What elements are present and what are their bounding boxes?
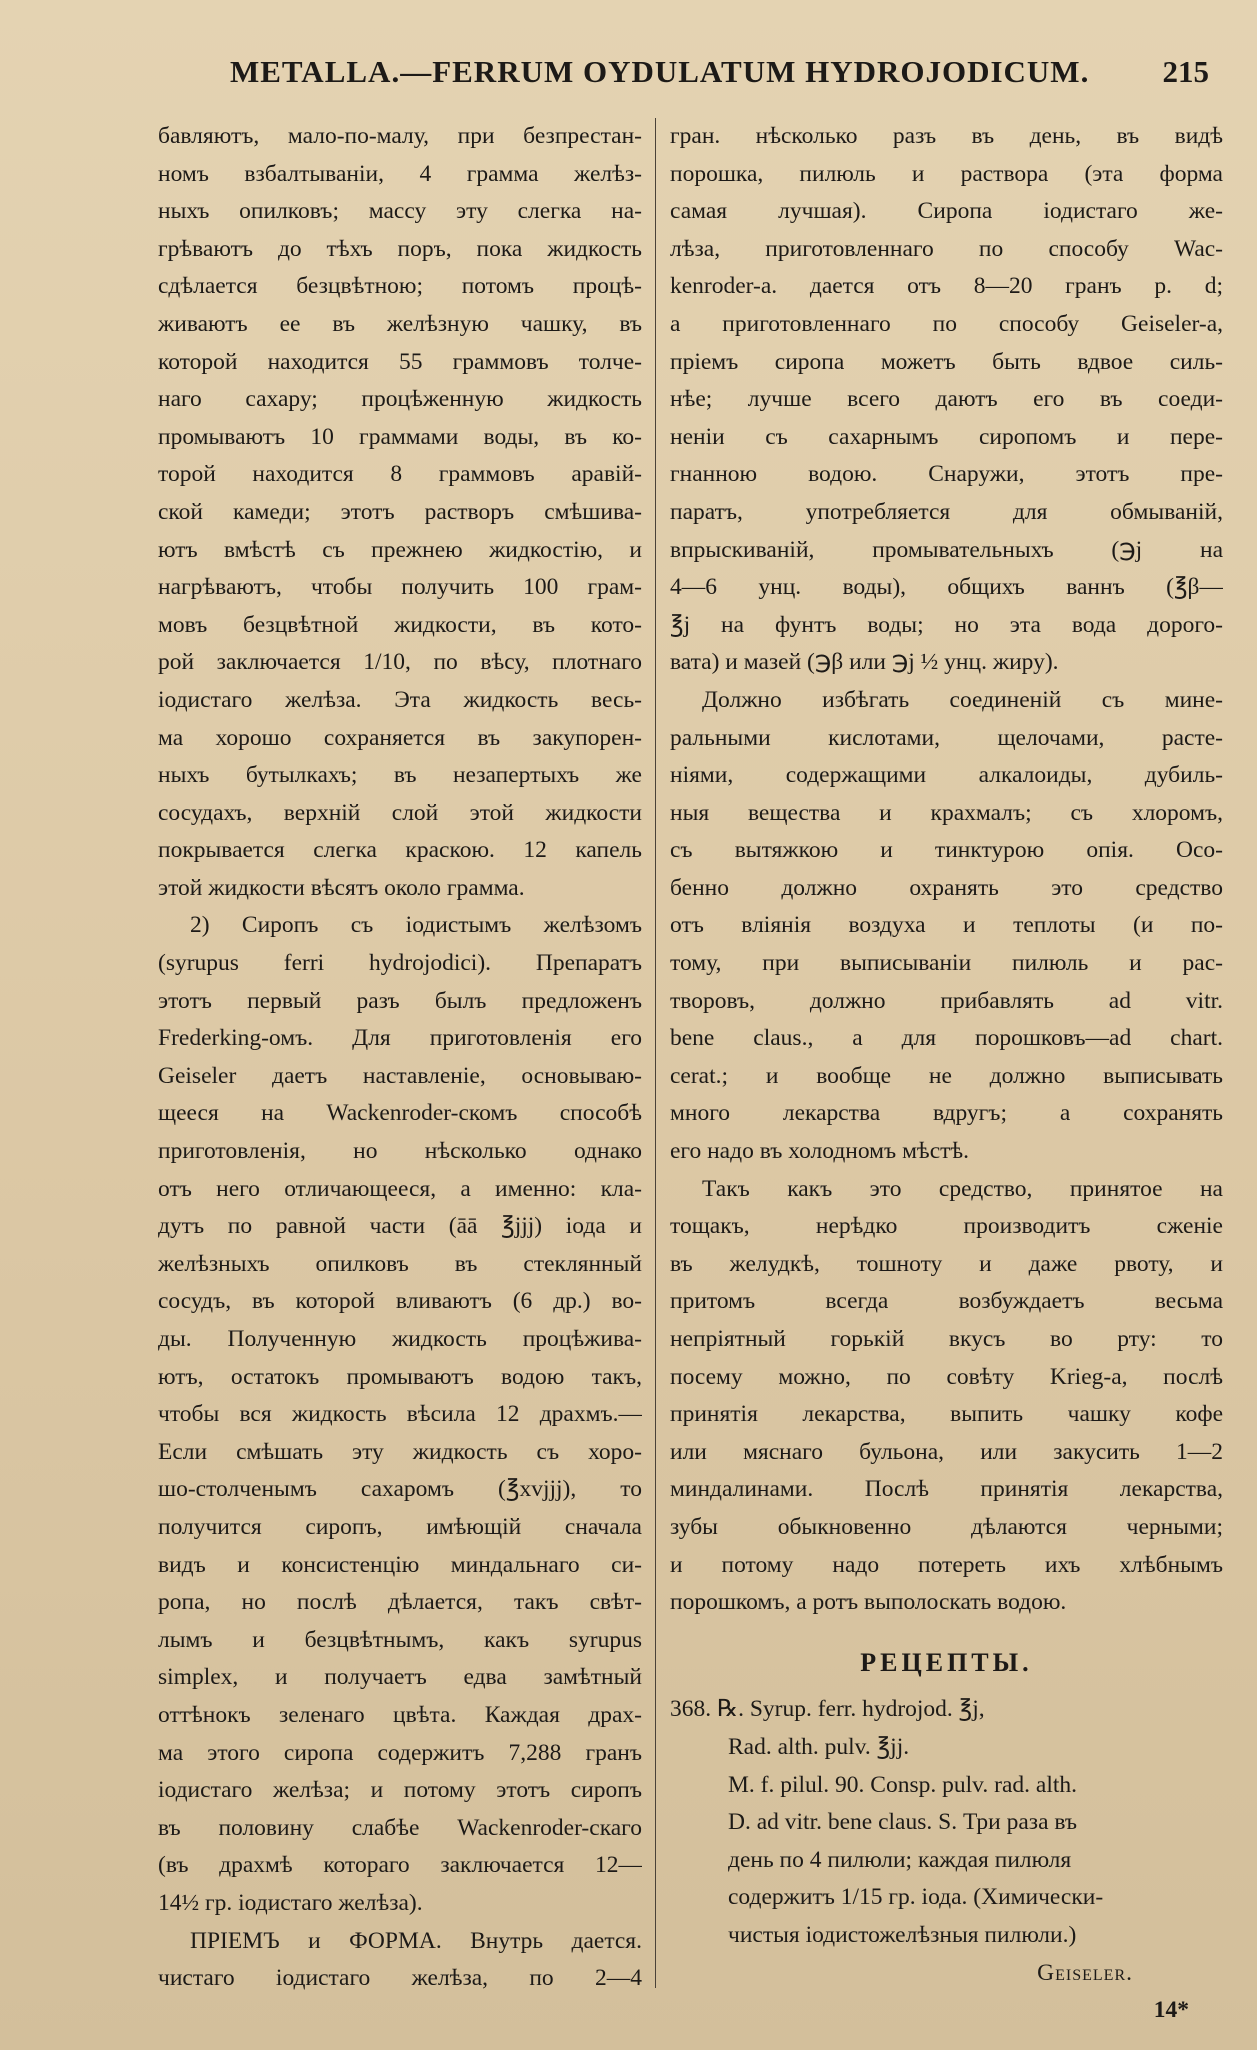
header-title: METALLA.—FERRUM OYDULATUM HYDROJODICUM.: [230, 54, 1090, 89]
recipe-line: D. ad vitr. bene claus. S. Три раза въ: [728, 1809, 1078, 1836]
text-line: желѣзныхъ опилковъ въ стеклянный: [158, 1250, 642, 1277]
text-line: ма этого сиропа содержитъ 7,288 гранъ: [158, 1739, 642, 1766]
text-line: ніями, содержащими алкалоиды, дубиль-: [670, 762, 1223, 789]
recipe-line: день по 4 пилюли; каждая пилюля: [728, 1846, 1072, 1873]
text-line: Geiseler даетъ наставленіе, основываю-: [158, 1062, 642, 1089]
text-line: паратъ, употребляется для обмываній,: [670, 498, 1223, 525]
text-line: (въ драхмѣ котораго заключается 12—: [158, 1852, 642, 1879]
text-line: а приготовленнаго по способу Geiseler-а,: [670, 310, 1223, 337]
text-line: порошка, пилюль и раствора (эта форма: [670, 160, 1223, 187]
text-line: тощакъ, нерѣдко производитъ сженіе: [670, 1213, 1223, 1240]
text-line: сдѣлается безцвѣтною; потомъ процѣ-: [158, 273, 642, 300]
text-line: ℥j на фунтъ воды; но эта вода дорого-: [670, 611, 1223, 638]
text-line: вата) и мазей (℈β или ℈j ½ унц. жиру).: [670, 649, 1059, 676]
text-line: оттѣнокъ зеленаго цвѣта. Каждая драх-: [158, 1701, 642, 1728]
text-line: отъ вліянія воздуха и теплоты (и по-: [670, 912, 1223, 939]
text-line: этой жидкости вѣсятъ около грамма.: [158, 874, 525, 901]
column-divider: [655, 118, 656, 1988]
text-line: сосудъ, въ которой вливаютъ (6 др.) во-: [158, 1288, 642, 1315]
text-line: ма хорошо сохраняется въ закупорен-: [158, 724, 642, 751]
text-line: ютъ вмѣстѣ съ прежнею жидкостію, и: [158, 536, 642, 563]
text-line: нагрѣваютъ, чтобы получить 100 грам-: [158, 574, 642, 601]
text-line: миндалинами. Послѣ принятія лекарства,: [670, 1476, 1223, 1503]
text-line: зубы обыкновенно дѣлаются черными;: [670, 1513, 1223, 1540]
text-line: приготовленія, но нѣсколько однако: [158, 1138, 642, 1165]
text-line: гнанною водою. Снаружи, этотъ пре-: [670, 461, 1223, 488]
text-line: въ половину слабѣе Wackenroder-скаго: [158, 1814, 642, 1841]
text-line: ды. Полученную жидкость процѣжива-: [158, 1326, 642, 1352]
text-line: которой находится 55 граммовъ толче-: [158, 348, 642, 375]
text-line: покрывается слегка краскою. 12 капель: [158, 837, 642, 864]
text-line: ской камеди; этотъ растворъ смѣшива-: [158, 498, 642, 525]
text-line: наго сахару; процѣженную жидкость: [158, 386, 642, 413]
text-line: много лекарства вдругъ; а сохранять: [670, 1100, 1223, 1127]
text-line: ныя вещества и крахмалъ; съ хлоромъ,: [670, 799, 1223, 826]
text-line: или мяснаго бульона, или закусить 1—2: [670, 1438, 1223, 1465]
recipe-line: содержитъ 1/15 гр. іода. (Химически-: [728, 1884, 1104, 1911]
text-line: мовъ безцвѣтной жидкости, въ кото-: [158, 611, 642, 638]
text-line: непріятный горькій вкусъ во рту: то: [670, 1326, 1223, 1352]
running-header: [0, 54, 1257, 104]
text-line: его надо въ холодномъ мѣстѣ.: [670, 1138, 970, 1165]
page-number: 215: [1162, 54, 1209, 89]
text-line: (syrupus ferri hydrojodici). Препаратъ: [158, 950, 642, 977]
text-line: 4—6 унц. воды), общихъ ваннъ (℥β—: [670, 574, 1223, 601]
text-line: Если смѣшать эту жидкость съ хоро-: [158, 1438, 642, 1465]
text-line: притомъ всегда возбуждаетъ весьма: [670, 1288, 1223, 1315]
text-line: тому, при выписываніи пилюль и рас-: [670, 950, 1223, 977]
text-line: видъ и консистенцію миндальнаго си-: [158, 1551, 642, 1578]
recipes-heading: РЕЦЕПТЫ.: [860, 1647, 1033, 1677]
recipe-author: Geiseler.: [1037, 1959, 1133, 1986]
text-line: ныхъ бутылкахъ; въ незапертыхъ же: [158, 762, 642, 789]
text-line: номъ взбалтываніи, 4 грамма желѣз-: [158, 160, 642, 187]
text-line: творовъ, должно прибавлять ad vitr.: [670, 987, 1223, 1014]
recipe-line: M. f. pilul. 90. Consp. pulv. rad. alth.: [728, 1771, 1078, 1798]
text-line: посему можно, по совѣту Krieg-а, послѣ: [670, 1363, 1223, 1390]
recipe-line: 368. ℞. Syrup. ferr. hydrojod. ℥j,: [670, 1696, 985, 1723]
text-line: бенно должно охранять это средство: [670, 874, 1223, 901]
text-line: чтобы вся жидкость вѣсила 12 драхмъ.—: [158, 1401, 642, 1428]
text-line: сосудахъ, верхній слой этой жидкости: [158, 799, 642, 826]
recipe-line: чистыя іодистожелѣзныя пилюли.): [728, 1921, 1077, 1948]
text-line: гран. нѣсколько разъ въ день, въ видѣ: [670, 123, 1223, 149]
text-line: ныхъ опилковъ; массу эту слегка на-: [158, 198, 642, 225]
text-line: чистаго іодистаго желѣза, по 2—4: [158, 1965, 642, 1992]
right-column: [670, 118, 1223, 2030]
recipe-block: [670, 1691, 1223, 1992]
text-line: іодистаго желѣза; и потому этотъ сиропъ: [158, 1777, 642, 1804]
text-line: ПРІЕМЪ и ФОРМА. Внутрь дается.: [190, 1927, 642, 1954]
text-line: дутъ по равной части (āā ℥jjj) іода и: [158, 1213, 642, 1240]
text-line: ютъ, остатокъ промываютъ водою такъ,: [158, 1363, 642, 1390]
text-line: порошкомъ, а ротъ выполоскать водою.: [670, 1589, 1067, 1616]
text-line: Такъ какъ это средство, принятое на: [702, 1175, 1223, 1202]
text-line: 14½ гр. іодистаго желѣза).: [158, 1889, 423, 1916]
text-line: неніи съ сахарнымъ сиропомъ и пере-: [670, 423, 1223, 450]
text-line: бавляютъ, мало-по-малу, при безпрестан-: [158, 123, 642, 149]
text-line: рой заключается 1/10, по вѣсу, плотнаго: [158, 649, 642, 676]
text-line: и потому надо потереть ихъ хлѣбнымъ: [670, 1551, 1223, 1578]
text-line: ральными кислотами, щелочами, расте-: [670, 724, 1223, 751]
text-line: ропа, но послѣ дѣлается, такъ свѣт-: [158, 1589, 642, 1616]
text-line: щееся на Wackenroder-скомъ способѣ: [158, 1100, 642, 1127]
text-line: въ желудкѣ, тошноту и даже рвоту, и: [670, 1250, 1223, 1277]
text-line: Должно избѣгать соединеній съ мине-: [702, 686, 1223, 713]
text-line: самая лучшая). Сиропа іодистаго же-: [670, 198, 1223, 225]
text-line: Frederking-омъ. Для приготовленія его: [158, 1025, 642, 1052]
text-line: этотъ первый разъ былъ предложенъ: [158, 987, 642, 1014]
sheet-signature-mark: 14*: [1153, 1997, 1189, 2024]
text-line: пріемъ сиропа можетъ быть вдвое силь-: [670, 348, 1223, 375]
text-line: kenroder-а. дается отъ 8—20 гранъ p. d;: [670, 273, 1223, 300]
text-line: живаютъ ее въ желѣзную чашку, въ: [158, 310, 642, 337]
text-line: 2) Сиропъ съ іодистымъ желѣзомъ: [190, 912, 642, 939]
text-line: промываютъ 10 граммами воды, въ ко-: [158, 423, 642, 450]
text-line: bene claus., а для порошковъ—ad chart.: [670, 1025, 1223, 1052]
text-line: принятія лекарства, выпить чашку кофе: [670, 1401, 1223, 1428]
text-line: шо-столченымъ сахаромъ (℥xvjjj), то: [158, 1476, 642, 1503]
text-line: впрыскиваній, промывательныхъ (℈j на: [670, 536, 1223, 563]
text-line: лымъ и безцвѣтнымъ, какъ syrupus: [158, 1626, 642, 1653]
text-line: іодистаго желѣза. Эта жидкость весь-: [158, 686, 642, 713]
text-line: отъ него отличающееся, а именно: кла-: [158, 1175, 642, 1202]
text-line: грѣваютъ до тѣхъ поръ, пока жидкость: [158, 235, 642, 262]
text-line: съ вытяжкою и тинктурою опія. Осо-: [670, 837, 1223, 864]
left-column: [158, 118, 642, 1998]
text-line: торой находится 8 граммовъ аравій-: [158, 461, 642, 488]
text-line: simplex, и получаетъ едва замѣтный: [158, 1664, 642, 1691]
text-line: получится сиропъ, имѣющій сначала: [158, 1513, 642, 1540]
text-line: нѣе; лучше всего даютъ его въ соеди-: [670, 386, 1223, 413]
text-line: лѣза, приготовленнаго по способу Wac-: [670, 235, 1223, 262]
text-line: cerat.; и вообще не должно выписывать: [670, 1062, 1223, 1089]
recipe-line: Rad. alth. pulv. ℥jj.: [728, 1733, 910, 1760]
